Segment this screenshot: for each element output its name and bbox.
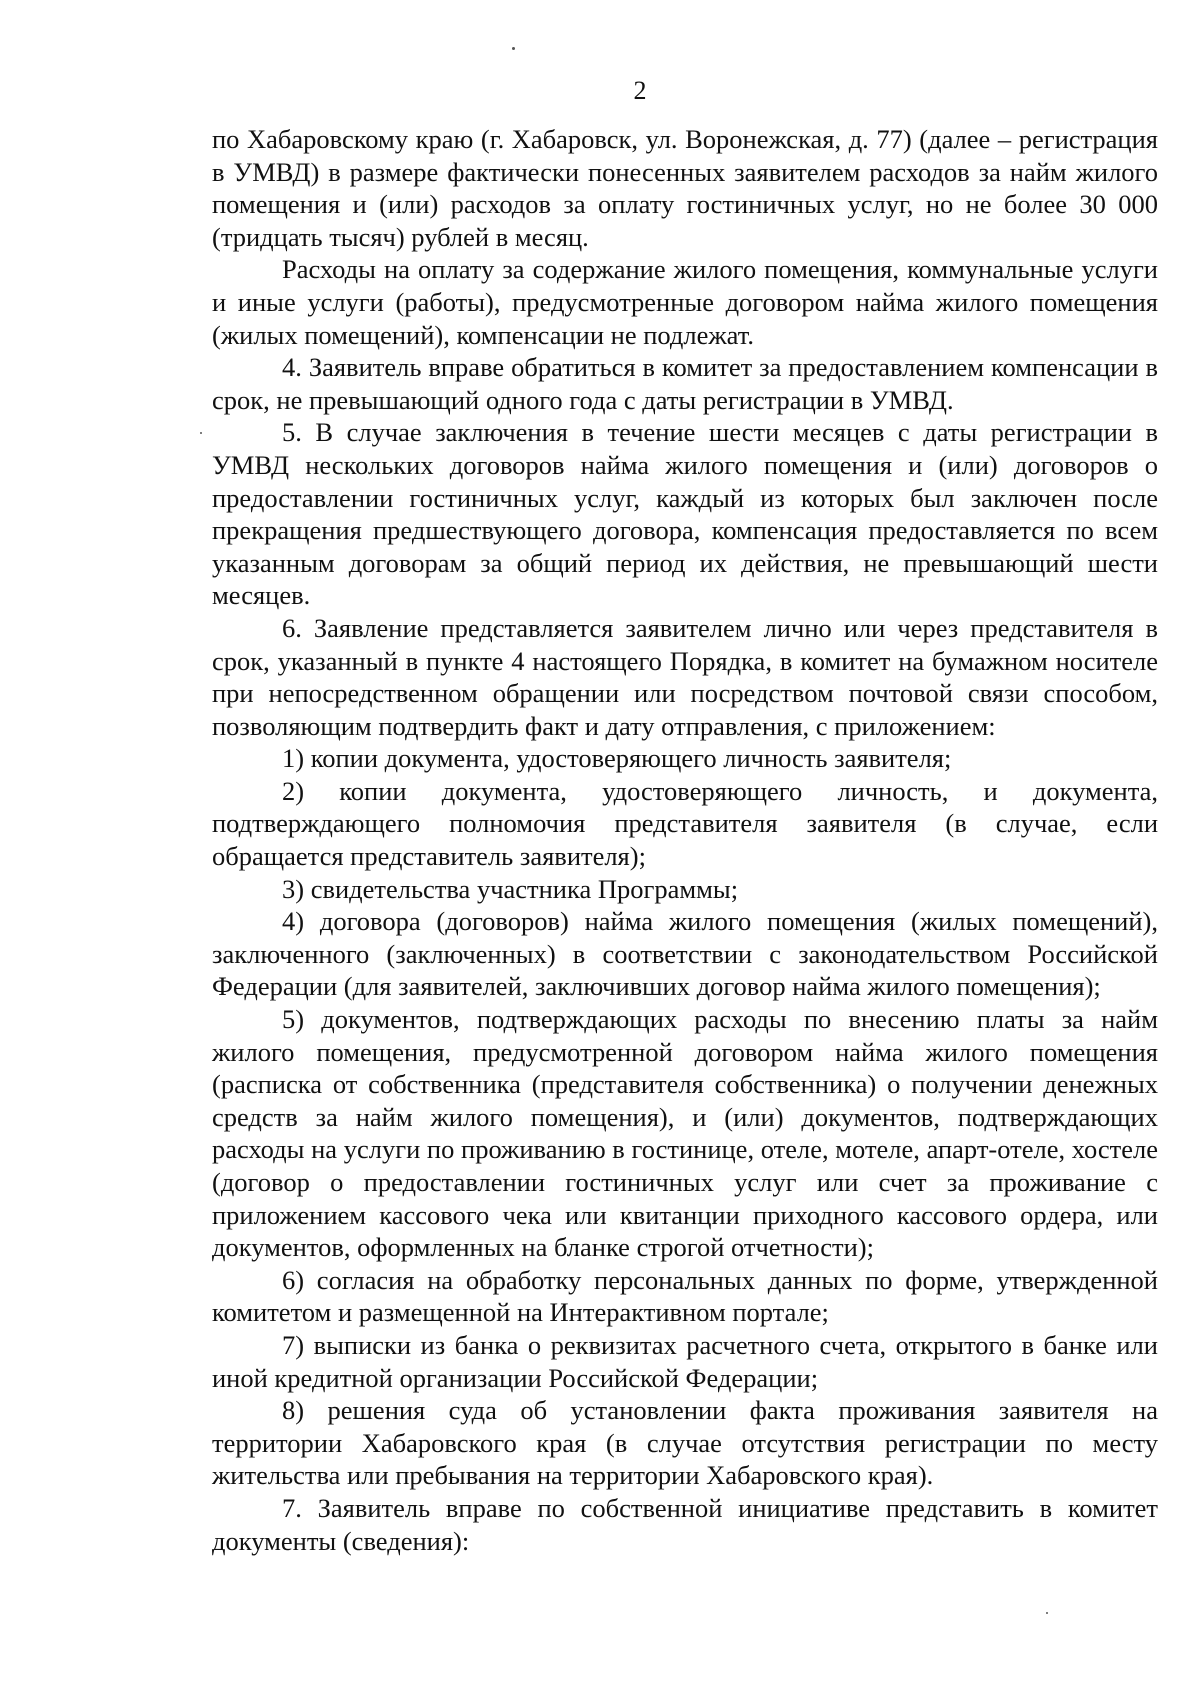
scan-speck: [1046, 1612, 1048, 1614]
scan-speck: [512, 47, 515, 50]
list-item-4: 4) договора (договоров) найма жилого помещения (жилых помещений), заключенного (заключенных) в соответствии с законодательством Российской Федерации (для заявителей, заключивших договор найма жилого помещения);: [212, 906, 1158, 1002]
document-body: [212, 123, 1158, 1557]
paragraph-item-7: 7. Заявитель вправе по собственной инициативе представить в комитет документы (сведения):: [212, 1492, 1158, 1556]
page-number: 2: [633, 76, 647, 105]
paragraph-item-4: 4. Заявитель вправе обратиться в комитет за предоставлением компенсации в срок, не превышающий одного года с даты регистрации в УМВД.: [212, 352, 1158, 415]
scan-speck: [200, 432, 202, 434]
list-item-7: 7) выписки из банка о реквизитах расчетного счета, открытого в банке или иной кредитной организации Российской Федерации;: [212, 1329, 1158, 1393]
paragraph-expenses: Расходы на оплату за содержание жилого помещения, коммунальные услуги и иные услуги (работы), предусмотренные договором найма жилого помещения (жилых помещений), компенсации не подлежат.: [212, 254, 1158, 350]
list-item-5: 5) документов, подтверждающих расходы по внесению платы за найм жилого помещения, предусмотренной договором найма жилого помещения (расписка от собственника (представителя собственника) о получении денежных средств за найм жилого помещения), и (или) документов, подтверждающих расходы на услуги по проживанию в гостинице, отеле, мотеле, апарт-отеле, хостеле (договор о предоставлении гостиничных услуг или счет за проживание с приложением кассового чека или квитанции приходного кассового ордера, или документов, оформленных на бланке строгой отчетности);: [212, 1004, 1158, 1263]
list-item-8: 8) решения суда об установлении факта проживания заявителя на территории Хабаровского края (в случае отсутствия регистрации по месту жительства или пребывания на территории Хабаровского края).: [212, 1395, 1158, 1491]
list-item-1: 1) копии документа, удостоверяющего личность заявителя;: [282, 743, 952, 774]
paragraph-item-6: 6. Заявление представляется заявителем лично или через представителя в срок, указанный в пункте 4 настоящего Порядка, в комитет на бумажном носителе при непосредственном обращении или посредством почтовой связи способом, позволяющим подтвердить факт и дату отправления, с приложением:: [212, 612, 1158, 741]
list-item-2: 2) копии документа, удостоверяющего личность, и документа, подтверждающего полномочия представителя заявителя (в случае, если обращается представитель заявителя);: [212, 775, 1158, 872]
paragraph-item-5: 5. В случае заключения в течение шести месяцев с даты регистрации в УМВД нескольких договоров найма жилого помещения и (или) договоров о предоставлении гостиничных услуг, каждый из которых был заключен после прекращения предшествующего договора, компенсация предоставляется по всем указанным договорам за общий период их действия, не превышающий шести месяцев.: [212, 417, 1158, 611]
paragraph-continuation: по Хабаровскому краю (г. Хабаровск, ул. Воронежская, д. 77) (далее – регистрация в УМВД) в размере фактически понесенных заявителем расходов за найм жилого помещения и (или) расходов за оплату гостиничных услуг, но не более 30 000 (тридцать тысяч) рублей в месяц.: [212, 124, 1158, 252]
list-item-6: 6) согласия на обработку персональных данных по форме, утвержденной комитетом и размещенной на Интерактивном портале;: [212, 1264, 1158, 1328]
list-item-3: 3) свидетельства участника Программы;: [282, 873, 739, 904]
